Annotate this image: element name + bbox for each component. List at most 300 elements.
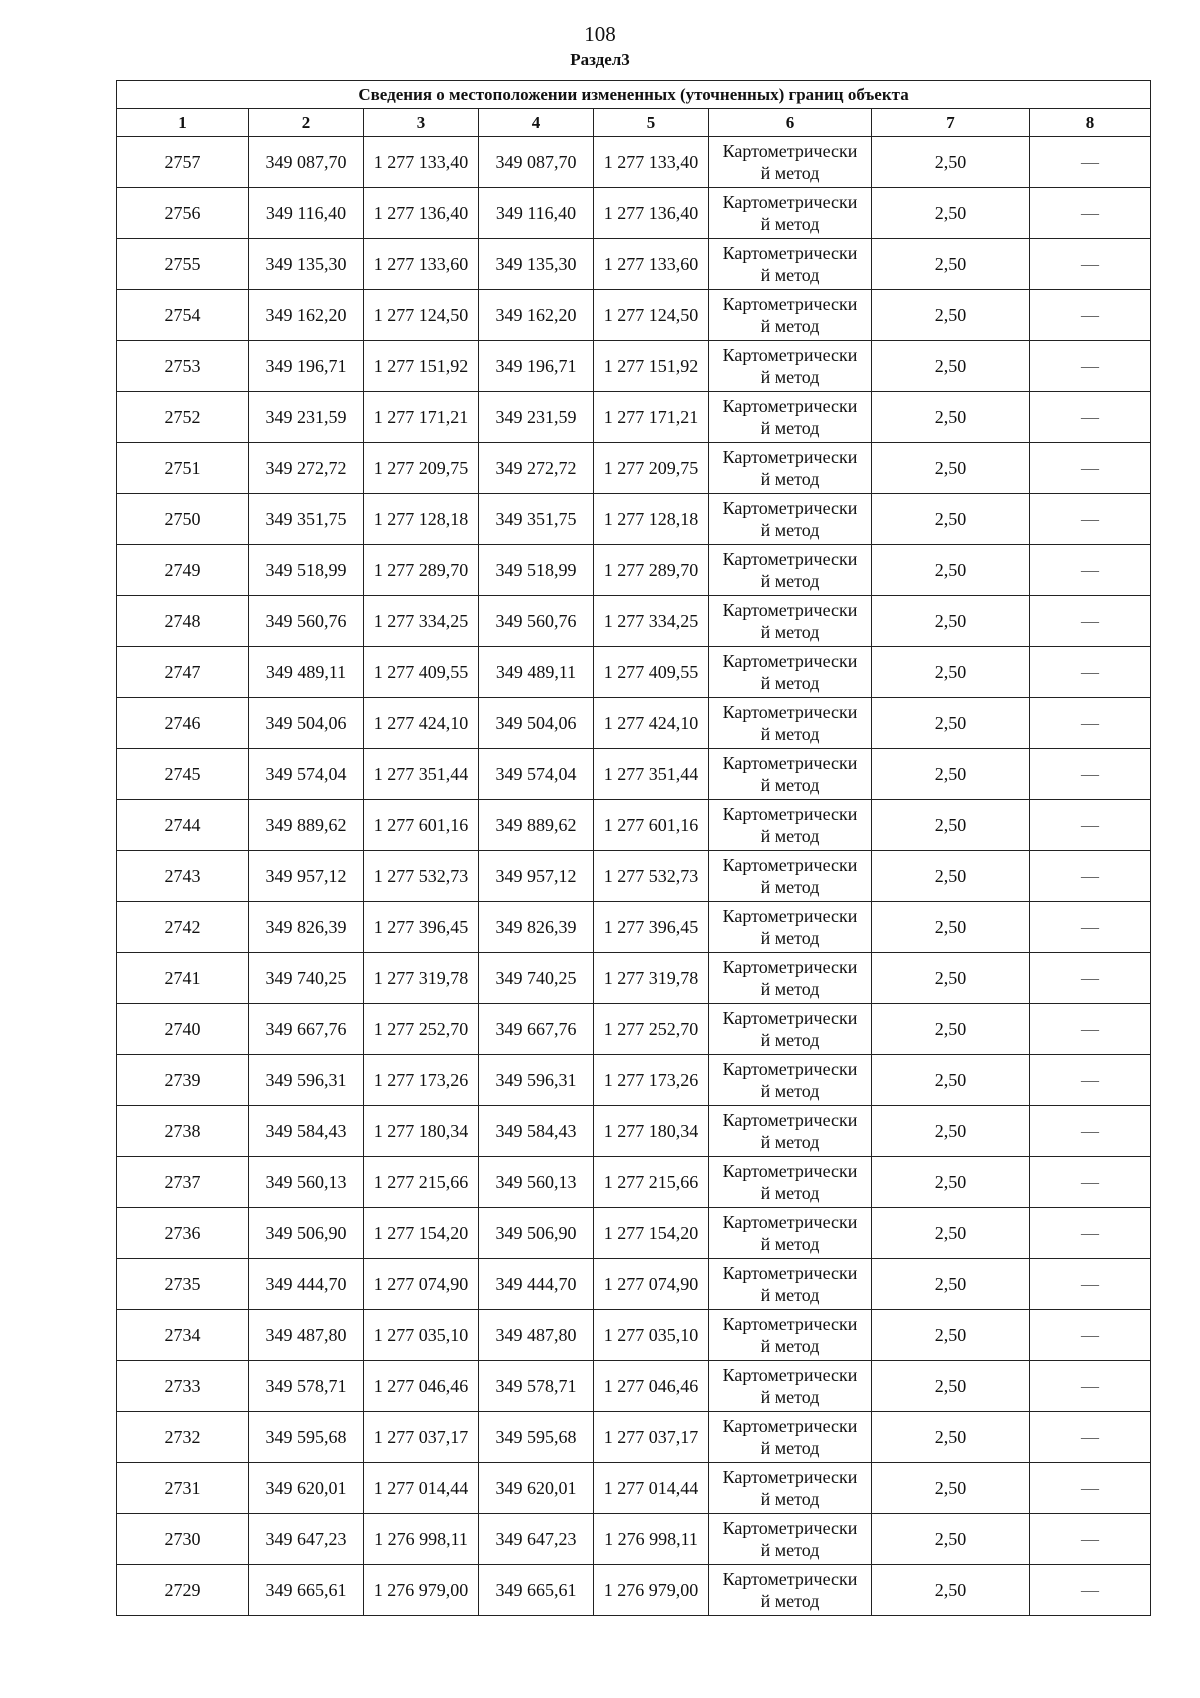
point-number-cell: 2747 xyxy=(117,647,249,698)
method-cell xyxy=(709,1565,872,1616)
y-coordinate-refined-cell: 1 276 998,11 xyxy=(594,1514,709,1565)
description-cell: — xyxy=(1030,188,1151,239)
x-coordinate-existing-cell: 349 826,39 xyxy=(249,902,364,953)
y-coordinate-refined-cell: 1 277 409,55 xyxy=(594,647,709,698)
y-coordinate-existing-cell: 1 277 532,73 xyxy=(364,851,479,902)
x-coordinate-existing-cell: 349 595,68 xyxy=(249,1412,364,1463)
x-coordinate-existing-cell: 349 518,99 xyxy=(249,545,364,596)
point-number-cell: 2751 xyxy=(117,443,249,494)
description-cell: — xyxy=(1030,341,1151,392)
point-number-cell: 2733 xyxy=(117,1361,249,1412)
method-cell xyxy=(709,290,872,341)
description-cell: — xyxy=(1030,1463,1151,1514)
accuracy-cell: 2,50 xyxy=(872,239,1030,290)
method-text-line: Картометрически xyxy=(722,345,858,365)
method-text-line: й метод xyxy=(760,1285,820,1305)
y-coordinate-refined-cell: 1 277 601,16 xyxy=(594,800,709,851)
method-text-line: Картометрически xyxy=(722,1314,858,1334)
method-text-line: й метод xyxy=(760,877,820,897)
column-number-4: 4 xyxy=(479,109,594,137)
y-coordinate-existing-cell: 1 277 014,44 xyxy=(364,1463,479,1514)
point-number-cell: 2754 xyxy=(117,290,249,341)
method-text-line: Картометрически xyxy=(722,243,858,263)
column-number-row xyxy=(117,109,1151,137)
method-text-line: й метод xyxy=(760,214,820,234)
x-coordinate-existing-cell: 349 596,31 xyxy=(249,1055,364,1106)
accuracy-cell: 2,50 xyxy=(872,1361,1030,1412)
description-cell: — xyxy=(1030,137,1151,188)
x-coordinate-refined-cell: 349 574,04 xyxy=(479,749,594,800)
x-coordinate-existing-cell: 349 578,71 xyxy=(249,1361,364,1412)
y-coordinate-refined-cell: 1 277 351,44 xyxy=(594,749,709,800)
x-coordinate-refined-cell: 349 596,31 xyxy=(479,1055,594,1106)
method-text-line: й метод xyxy=(760,724,820,744)
point-number-cell: 2753 xyxy=(117,341,249,392)
table-row xyxy=(117,1004,1151,1055)
accuracy-cell: 2,50 xyxy=(872,188,1030,239)
method-text-line: Картометрически xyxy=(722,1212,858,1232)
table-row xyxy=(117,392,1151,443)
x-coordinate-existing-cell: 349 740,25 xyxy=(249,953,364,1004)
method-text-line: Картометрически xyxy=(722,600,858,620)
method-text-line: Картометрически xyxy=(722,549,858,569)
table-row xyxy=(117,851,1151,902)
x-coordinate-existing-cell: 349 647,23 xyxy=(249,1514,364,1565)
y-coordinate-existing-cell: 1 277 154,20 xyxy=(364,1208,479,1259)
y-coordinate-refined-cell: 1 277 035,10 xyxy=(594,1310,709,1361)
method-text-line: й метод xyxy=(760,1132,820,1152)
description-cell: — xyxy=(1030,1106,1151,1157)
x-coordinate-existing-cell: 349 889,62 xyxy=(249,800,364,851)
description-cell: — xyxy=(1030,851,1151,902)
method-text-line: Картометрически xyxy=(722,1416,858,1436)
x-coordinate-existing-cell: 349 620,01 xyxy=(249,1463,364,1514)
method-text-line: Картометрически xyxy=(722,396,858,416)
column-number-2: 2 xyxy=(249,109,364,137)
x-coordinate-existing-cell: 349 560,13 xyxy=(249,1157,364,1208)
y-coordinate-refined-cell: 1 277 209,75 xyxy=(594,443,709,494)
method-text-line: й метод xyxy=(760,928,820,948)
table-row xyxy=(117,137,1151,188)
y-coordinate-existing-cell: 1 277 289,70 xyxy=(364,545,479,596)
description-cell: — xyxy=(1030,1004,1151,1055)
method-cell xyxy=(709,1004,872,1055)
method-text-line: й метод xyxy=(760,469,820,489)
method-text-line: Картометрически xyxy=(722,702,858,722)
x-coordinate-refined-cell: 349 620,01 xyxy=(479,1463,594,1514)
x-coordinate-refined-cell: 349 667,76 xyxy=(479,1004,594,1055)
accuracy-cell: 2,50 xyxy=(872,1565,1030,1616)
method-cell xyxy=(709,953,872,1004)
table-row xyxy=(117,1412,1151,1463)
description-cell: — xyxy=(1030,800,1151,851)
y-coordinate-refined-cell: 1 277 319,78 xyxy=(594,953,709,1004)
table-row xyxy=(117,1106,1151,1157)
table-row xyxy=(117,749,1151,800)
description-cell: — xyxy=(1030,647,1151,698)
table-row xyxy=(117,1463,1151,1514)
accuracy-cell: 2,50 xyxy=(872,1106,1030,1157)
x-coordinate-refined-cell: 349 595,68 xyxy=(479,1412,594,1463)
y-coordinate-refined-cell: 1 277 128,18 xyxy=(594,494,709,545)
point-number-cell: 2735 xyxy=(117,1259,249,1310)
description-cell: — xyxy=(1030,1055,1151,1106)
method-text-line: й метод xyxy=(760,1336,820,1356)
method-cell xyxy=(709,1055,872,1106)
method-cell xyxy=(709,1412,872,1463)
x-coordinate-existing-cell: 349 162,20 xyxy=(249,290,364,341)
description-cell: — xyxy=(1030,1514,1151,1565)
y-coordinate-refined-cell: 1 277 173,26 xyxy=(594,1055,709,1106)
method-cell xyxy=(709,1208,872,1259)
y-coordinate-refined-cell: 1 277 046,46 xyxy=(594,1361,709,1412)
x-coordinate-existing-cell: 349 504,06 xyxy=(249,698,364,749)
description-cell: — xyxy=(1030,596,1151,647)
accuracy-cell: 2,50 xyxy=(872,1310,1030,1361)
x-coordinate-refined-cell: 349 351,75 xyxy=(479,494,594,545)
accuracy-cell: 2,50 xyxy=(872,1208,1030,1259)
method-text-line: Картометрически xyxy=(722,1263,858,1283)
point-number-cell: 2746 xyxy=(117,698,249,749)
method-text-line: Картометрически xyxy=(722,1161,858,1181)
method-text-line: й метод xyxy=(760,571,820,591)
description-cell: — xyxy=(1030,494,1151,545)
table-row xyxy=(117,1157,1151,1208)
x-coordinate-refined-cell: 349 489,11 xyxy=(479,647,594,698)
method-cell xyxy=(709,1463,872,1514)
x-coordinate-refined-cell: 349 116,40 xyxy=(479,188,594,239)
method-text-line: й метод xyxy=(760,622,820,642)
point-number-cell: 2757 xyxy=(117,137,249,188)
table-row xyxy=(117,1361,1151,1412)
y-coordinate-refined-cell: 1 277 133,60 xyxy=(594,239,709,290)
method-text-line: й метод xyxy=(760,163,820,183)
y-coordinate-existing-cell: 1 277 136,40 xyxy=(364,188,479,239)
x-coordinate-existing-cell: 349 957,12 xyxy=(249,851,364,902)
table-row xyxy=(117,545,1151,596)
accuracy-cell: 2,50 xyxy=(872,1055,1030,1106)
table-row xyxy=(117,443,1151,494)
point-number-cell: 2752 xyxy=(117,392,249,443)
table-row xyxy=(117,800,1151,851)
table-row xyxy=(117,698,1151,749)
description-cell: — xyxy=(1030,749,1151,800)
accuracy-cell: 2,50 xyxy=(872,545,1030,596)
description-cell: — xyxy=(1030,290,1151,341)
x-coordinate-refined-cell: 349 647,23 xyxy=(479,1514,594,1565)
method-cell xyxy=(709,137,872,188)
accuracy-cell: 2,50 xyxy=(872,443,1030,494)
description-cell: — xyxy=(1030,698,1151,749)
method-text-line: й метод xyxy=(760,367,820,387)
method-text-line: й метод xyxy=(760,979,820,999)
y-coordinate-refined-cell: 1 277 014,44 xyxy=(594,1463,709,1514)
description-cell: — xyxy=(1030,392,1151,443)
method-cell xyxy=(709,239,872,290)
method-text-line: й метод xyxy=(760,1540,820,1560)
method-text-line: Картометрически xyxy=(722,1059,858,1079)
table-row xyxy=(117,1055,1151,1106)
accuracy-cell: 2,50 xyxy=(872,137,1030,188)
method-text-line: Картометрически xyxy=(722,1365,858,1385)
description-cell: — xyxy=(1030,1157,1151,1208)
y-coordinate-refined-cell: 1 277 171,21 xyxy=(594,392,709,443)
method-text-line: Картометрически xyxy=(722,1467,858,1487)
table-row xyxy=(117,1208,1151,1259)
method-cell xyxy=(709,1361,872,1412)
x-coordinate-existing-cell: 349 351,75 xyxy=(249,494,364,545)
column-number-8: 8 xyxy=(1030,109,1151,137)
method-text-line: й метод xyxy=(760,673,820,693)
y-coordinate-existing-cell: 1 277 074,90 xyxy=(364,1259,479,1310)
y-coordinate-existing-cell: 1 277 209,75 xyxy=(364,443,479,494)
x-coordinate-refined-cell: 349 665,61 xyxy=(479,1565,594,1616)
method-text-line: й метод xyxy=(760,1489,820,1509)
accuracy-cell: 2,50 xyxy=(872,851,1030,902)
table-row xyxy=(117,239,1151,290)
point-number-cell: 2730 xyxy=(117,1514,249,1565)
y-coordinate-refined-cell: 1 277 074,90 xyxy=(594,1259,709,1310)
method-cell xyxy=(709,800,872,851)
y-coordinate-existing-cell: 1 277 035,10 xyxy=(364,1310,479,1361)
method-text-line: й метод xyxy=(760,1438,820,1458)
table-row xyxy=(117,953,1151,1004)
point-number-cell: 2743 xyxy=(117,851,249,902)
accuracy-cell: 2,50 xyxy=(872,1259,1030,1310)
method-text-line: й метод xyxy=(760,1030,820,1050)
x-coordinate-existing-cell: 349 560,76 xyxy=(249,596,364,647)
method-cell xyxy=(709,902,872,953)
method-cell xyxy=(709,698,872,749)
point-number-cell: 2744 xyxy=(117,800,249,851)
accuracy-cell: 2,50 xyxy=(872,1412,1030,1463)
column-number-6: 6 xyxy=(709,109,872,137)
accuracy-cell: 2,50 xyxy=(872,953,1030,1004)
table-row xyxy=(117,341,1151,392)
method-text-line: й метод xyxy=(760,418,820,438)
y-coordinate-existing-cell: 1 276 979,00 xyxy=(364,1565,479,1616)
accuracy-cell: 2,50 xyxy=(872,341,1030,392)
method-cell xyxy=(709,494,872,545)
y-coordinate-existing-cell: 1 277 180,34 xyxy=(364,1106,479,1157)
method-cell xyxy=(709,1259,872,1310)
y-coordinate-refined-cell: 1 277 136,40 xyxy=(594,188,709,239)
accuracy-cell: 2,50 xyxy=(872,698,1030,749)
y-coordinate-existing-cell: 1 277 252,70 xyxy=(364,1004,479,1055)
x-coordinate-refined-cell: 349 889,62 xyxy=(479,800,594,851)
accuracy-cell: 2,50 xyxy=(872,494,1030,545)
point-number-cell: 2755 xyxy=(117,239,249,290)
method-text-line: Картометрически xyxy=(722,1569,858,1589)
point-number-cell: 2742 xyxy=(117,902,249,953)
y-coordinate-existing-cell: 1 277 215,66 xyxy=(364,1157,479,1208)
method-text-line: й метод xyxy=(760,520,820,540)
accuracy-cell: 2,50 xyxy=(872,749,1030,800)
method-text-line: й метод xyxy=(760,316,820,336)
table-row xyxy=(117,902,1151,953)
table-row xyxy=(117,1310,1151,1361)
method-text-line: Картометрически xyxy=(722,498,858,518)
table-body xyxy=(117,137,1151,1616)
x-coordinate-refined-cell: 349 162,20 xyxy=(479,290,594,341)
x-coordinate-existing-cell: 349 584,43 xyxy=(249,1106,364,1157)
y-coordinate-refined-cell: 1 277 151,92 xyxy=(594,341,709,392)
x-coordinate-existing-cell: 349 444,70 xyxy=(249,1259,364,1310)
page-number: 108 xyxy=(584,22,616,46)
description-cell: — xyxy=(1030,953,1151,1004)
method-text-line: й метод xyxy=(760,775,820,795)
y-coordinate-existing-cell: 1 277 424,10 xyxy=(364,698,479,749)
x-coordinate-refined-cell: 349 196,71 xyxy=(479,341,594,392)
x-coordinate-refined-cell: 349 231,59 xyxy=(479,392,594,443)
x-coordinate-refined-cell: 349 087,70 xyxy=(479,137,594,188)
point-number-cell: 2737 xyxy=(117,1157,249,1208)
y-coordinate-refined-cell: 1 277 037,17 xyxy=(594,1412,709,1463)
method-text-line: Картометрически xyxy=(722,855,858,875)
method-text-line: Картометрически xyxy=(722,1008,858,1028)
y-coordinate-refined-cell: 1 277 180,34 xyxy=(594,1106,709,1157)
accuracy-cell: 2,50 xyxy=(872,1004,1030,1055)
accuracy-cell: 2,50 xyxy=(872,1157,1030,1208)
method-text-line: Картометрически xyxy=(722,957,858,977)
method-text-line: й метод xyxy=(760,1081,820,1101)
point-number-cell: 2750 xyxy=(117,494,249,545)
y-coordinate-existing-cell: 1 277 133,40 xyxy=(364,137,479,188)
x-coordinate-existing-cell: 349 116,40 xyxy=(249,188,364,239)
method-cell xyxy=(709,1514,872,1565)
table-row xyxy=(117,1259,1151,1310)
accuracy-cell: 2,50 xyxy=(872,902,1030,953)
x-coordinate-existing-cell: 349 667,76 xyxy=(249,1004,364,1055)
method-cell xyxy=(709,851,872,902)
y-coordinate-existing-cell: 1 277 319,78 xyxy=(364,953,479,1004)
x-coordinate-existing-cell: 349 272,72 xyxy=(249,443,364,494)
section-title: Раздел3 xyxy=(570,50,630,69)
point-number-cell: 2756 xyxy=(117,188,249,239)
x-coordinate-refined-cell: 349 135,30 xyxy=(479,239,594,290)
method-cell xyxy=(709,1157,872,1208)
y-coordinate-existing-cell: 1 276 998,11 xyxy=(364,1514,479,1565)
method-text-line: Картометрически xyxy=(722,651,858,671)
x-coordinate-refined-cell: 349 444,70 xyxy=(479,1259,594,1310)
x-coordinate-existing-cell: 349 489,11 xyxy=(249,647,364,698)
x-coordinate-refined-cell: 349 518,99 xyxy=(479,545,594,596)
y-coordinate-refined-cell: 1 277 334,25 xyxy=(594,596,709,647)
point-number-cell: 2731 xyxy=(117,1463,249,1514)
x-coordinate-existing-cell: 349 574,04 xyxy=(249,749,364,800)
description-cell: — xyxy=(1030,1310,1151,1361)
y-coordinate-existing-cell: 1 277 133,60 xyxy=(364,239,479,290)
x-coordinate-refined-cell: 349 740,25 xyxy=(479,953,594,1004)
y-coordinate-existing-cell: 1 277 396,45 xyxy=(364,902,479,953)
y-coordinate-refined-cell: 1 276 979,00 xyxy=(594,1565,709,1616)
y-coordinate-refined-cell: 1 277 532,73 xyxy=(594,851,709,902)
x-coordinate-existing-cell: 349 487,80 xyxy=(249,1310,364,1361)
method-text-line: Картометрически xyxy=(722,141,858,161)
table-row xyxy=(117,647,1151,698)
point-number-cell: 2745 xyxy=(117,749,249,800)
point-number-cell: 2738 xyxy=(117,1106,249,1157)
method-text-line: й метод xyxy=(760,826,820,846)
table-row xyxy=(117,290,1151,341)
y-coordinate-refined-cell: 1 277 424,10 xyxy=(594,698,709,749)
description-cell: — xyxy=(1030,545,1151,596)
x-coordinate-existing-cell: 349 665,61 xyxy=(249,1565,364,1616)
description-cell: — xyxy=(1030,1412,1151,1463)
x-coordinate-refined-cell: 349 560,76 xyxy=(479,596,594,647)
method-text-line: Картометрически xyxy=(722,447,858,467)
x-coordinate-refined-cell: 349 826,39 xyxy=(479,902,594,953)
x-coordinate-refined-cell: 349 504,06 xyxy=(479,698,594,749)
coordinates-table xyxy=(116,80,1151,1616)
y-coordinate-existing-cell: 1 277 173,26 xyxy=(364,1055,479,1106)
method-cell xyxy=(709,1106,872,1157)
method-text-line: й метод xyxy=(760,1591,820,1611)
x-coordinate-refined-cell: 349 957,12 xyxy=(479,851,594,902)
y-coordinate-existing-cell: 1 277 409,55 xyxy=(364,647,479,698)
y-coordinate-existing-cell: 1 277 171,21 xyxy=(364,392,479,443)
method-text-line: Картометрически xyxy=(722,804,858,824)
x-coordinate-refined-cell: 349 560,13 xyxy=(479,1157,594,1208)
table-row xyxy=(117,188,1151,239)
column-number-3: 3 xyxy=(364,109,479,137)
method-text-line: й метод xyxy=(760,1234,820,1254)
method-cell xyxy=(709,443,872,494)
table-caption: Сведения о местоположении измененных (уточненных) границ объекта xyxy=(117,81,1151,109)
point-number-cell: 2734 xyxy=(117,1310,249,1361)
point-number-cell: 2739 xyxy=(117,1055,249,1106)
method-text-line: й метод xyxy=(760,1183,820,1203)
method-cell xyxy=(709,188,872,239)
x-coordinate-existing-cell: 349 087,70 xyxy=(249,137,364,188)
column-number-1: 1 xyxy=(117,109,249,137)
method-text-line: Картометрически xyxy=(722,753,858,773)
column-number-5: 5 xyxy=(594,109,709,137)
description-cell: — xyxy=(1030,1208,1151,1259)
method-cell xyxy=(709,392,872,443)
accuracy-cell: 2,50 xyxy=(872,290,1030,341)
table-row xyxy=(117,596,1151,647)
accuracy-cell: 2,50 xyxy=(872,596,1030,647)
y-coordinate-refined-cell: 1 277 252,70 xyxy=(594,1004,709,1055)
method-cell xyxy=(709,647,872,698)
table-row xyxy=(117,1565,1151,1616)
method-cell xyxy=(709,545,872,596)
y-coordinate-refined-cell: 1 277 133,40 xyxy=(594,137,709,188)
point-number-cell: 2729 xyxy=(117,1565,249,1616)
y-coordinate-refined-cell: 1 277 154,20 xyxy=(594,1208,709,1259)
point-number-cell: 2741 xyxy=(117,953,249,1004)
y-coordinate-existing-cell: 1 277 124,50 xyxy=(364,290,479,341)
y-coordinate-existing-cell: 1 277 128,18 xyxy=(364,494,479,545)
description-cell: — xyxy=(1030,1361,1151,1412)
description-cell: — xyxy=(1030,239,1151,290)
x-coordinate-refined-cell: 349 487,80 xyxy=(479,1310,594,1361)
table-row xyxy=(117,1514,1151,1565)
y-coordinate-refined-cell: 1 277 289,70 xyxy=(594,545,709,596)
y-coordinate-existing-cell: 1 277 046,46 xyxy=(364,1361,479,1412)
method-cell xyxy=(709,749,872,800)
y-coordinate-existing-cell: 1 277 037,17 xyxy=(364,1412,479,1463)
method-text-line: й метод xyxy=(760,265,820,285)
description-cell: — xyxy=(1030,1259,1151,1310)
method-text-line: Картометрически xyxy=(722,1110,858,1130)
accuracy-cell: 2,50 xyxy=(872,647,1030,698)
point-number-cell: 2749 xyxy=(117,545,249,596)
y-coordinate-existing-cell: 1 277 334,25 xyxy=(364,596,479,647)
x-coordinate-existing-cell: 349 196,71 xyxy=(249,341,364,392)
accuracy-cell: 2,50 xyxy=(872,800,1030,851)
